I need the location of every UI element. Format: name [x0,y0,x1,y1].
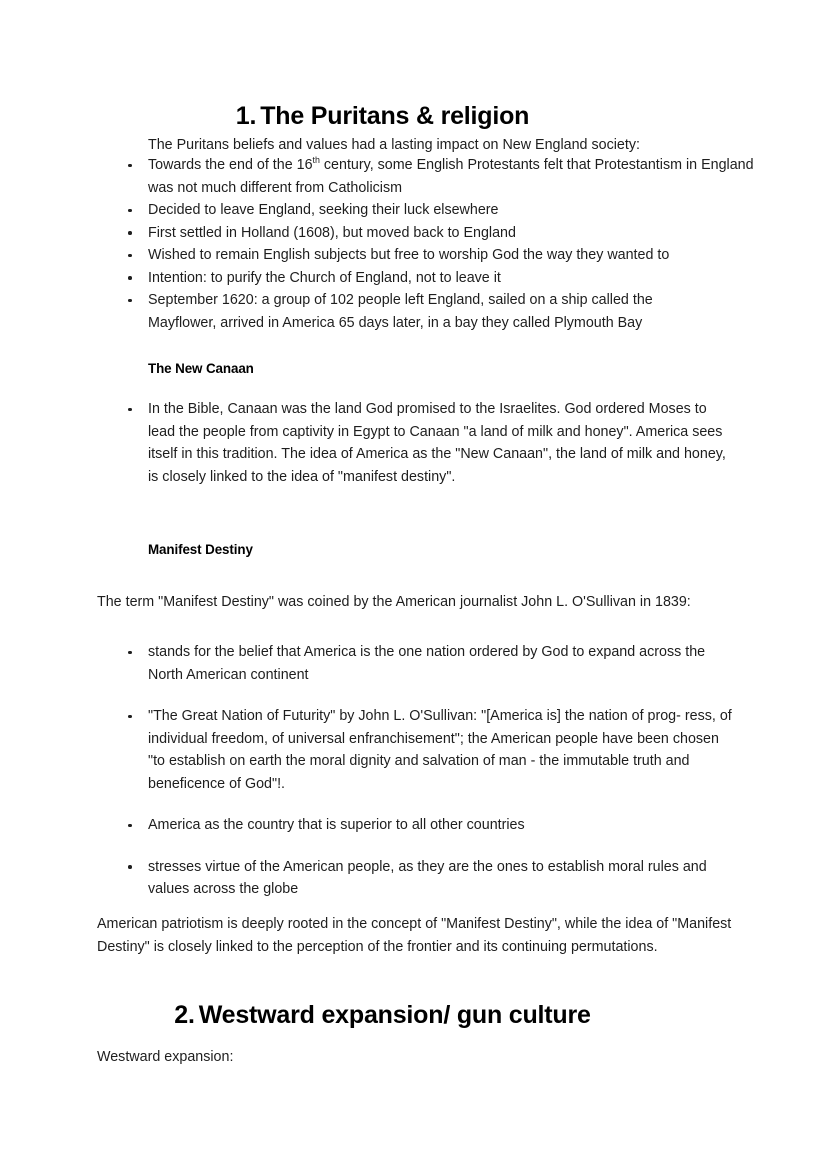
superscript-ordinal: th [312,155,320,166]
bullet-text-post: century, some English Protestants felt that Protestantism in England was not much different from Catholicism [148,157,754,196]
manifest-destiny-intro: The term "Manifest Destiny" was coined by the American journalist John L. O'Sullivan in 1839: [97,594,691,610]
section-1-bullet-list [0,154,780,334]
list-item [0,199,780,222]
section-2-title: Westward expansion/ gun culture [198,1001,591,1029]
manifest-destiny-bullet-list [0,641,785,901]
section-2-intro: Westward expansion: [97,1049,234,1065]
section-2-heading [0,1000,765,1030]
new-canaan-bullet-list [0,398,780,488]
list-item [0,856,785,901]
list-item [0,641,785,686]
list-item [0,267,780,290]
bullet-text: Decided to leave England, seeking their luck elsewhere [148,202,499,218]
bullet-text: "The Great Nation of Futurity" by John L. O'Sullivan: "[America is] the nation of prog- ress, of individual freedom, of universal enfranchisement"; the American people have been chosen "to establish on earth the moral dignity and salvation of man - the immutable truth and beneficence of God"!. [148,708,732,792]
section-1-heading [0,101,765,131]
bullet-text: Wished to remain English subjects but free to worship God the way they wanted to [148,247,670,263]
bullet-text: America as the country that is superior to all other countries [148,817,525,833]
bullet-text: stands for the belief that America is the one nation ordered by God to expand across the North American continent [148,644,706,683]
list-item [0,154,780,199]
section-2-number: 2. [174,1001,195,1029]
bullet-text: September 1620: a group of 102 people left England, sailed on a ship called the Mayflower, arrived in America 65 days later, in a bay they called Plymouth Bay [148,292,653,331]
bullet-text: In the Bible, Canaan was the land God promised to the Israelites. God ordered Moses to lead the people from captivity in Egypt to Canaan "a land of milk and honey". America sees itself in this tradition. The idea of America as the "New Canaan", the land of milk and honey, is closely linked to the idea of "manifest destiny". [148,401,726,485]
list-item [0,398,780,488]
subsection-manifest-destiny-heading: Manifest Destiny [148,542,253,557]
bullet-text-pre: Towards the end of the 16 [148,157,313,173]
manifest-destiny-closing-paragraph: American patriotism is deeply rooted in the concept of "Manifest Destiny", while the idea of "Manifest Destiny" is closely linked to the perception of the frontier and its continuing permutations. [97,916,732,955]
section-1-title: The Puritans & religion [260,102,530,130]
bullet-text: stresses virtue of the American people, as they are the ones to establish moral rules and values across the globe [148,858,707,897]
bullet-text: First settled in Holland (1608), but moved back to England [148,224,516,241]
section-1-number: 1. [235,102,257,130]
subsection-new-canaan-heading: The New Canaan [148,361,254,376]
list-item [0,289,780,334]
list-item [0,814,785,837]
bullet-text: Intention: to purify the Church of England, not to leave it [148,269,501,286]
section-1-intro: The Puritans beliefs and values had a lasting impact on New England society: [148,137,640,153]
list-item [0,705,785,795]
list-item [0,222,780,245]
list-item [0,244,780,267]
